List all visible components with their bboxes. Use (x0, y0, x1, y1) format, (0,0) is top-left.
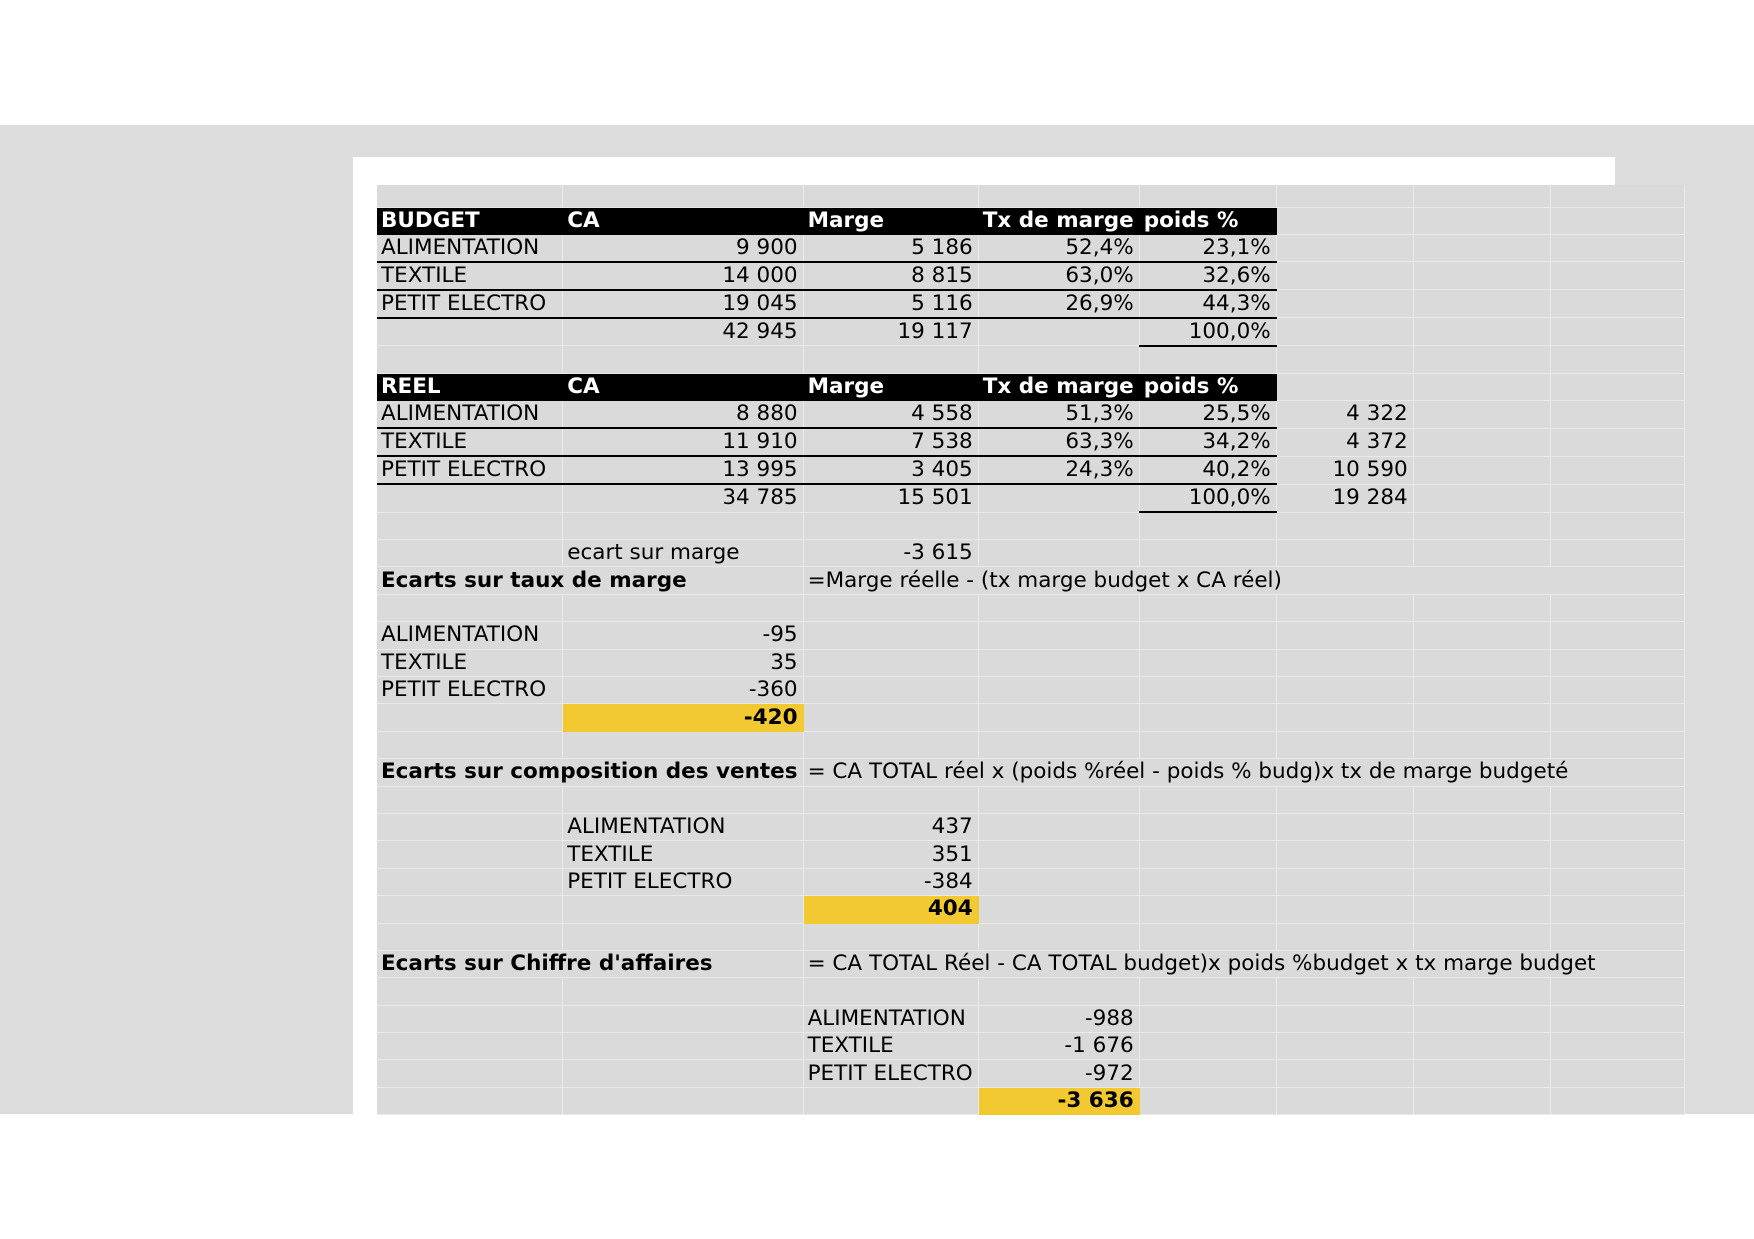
composition-total: 404 (803, 896, 978, 923)
ca-ecart-value: -1 676 (978, 1033, 1139, 1060)
taux-row (377, 677, 1684, 704)
budget-tx: 52,4% (978, 234, 1139, 262)
taux-value: -360 (563, 677, 803, 704)
reel-total-ca: 34 785 (563, 484, 803, 512)
reel-ca: 8 880 (563, 401, 803, 429)
ecart-marge-row (377, 540, 1684, 567)
spreadsheet-grid (377, 185, 1685, 1115)
reel-header-row (377, 373, 1684, 400)
reel-marge: 4 558 (803, 401, 978, 429)
composition-title-row (377, 759, 1684, 786)
composition-value: 351 (803, 841, 978, 868)
budget-header-cell: BUDGET (377, 207, 563, 234)
ca-ecart-title: Ecarts sur Chiffre d'affaires (377, 950, 803, 977)
budget-header-cell: CA (563, 207, 803, 234)
reel-label: TEXTILE (377, 428, 563, 456)
reel-row (377, 401, 1684, 429)
sheet-row (377, 923, 1684, 950)
reel-extra: 10 590 (1276, 456, 1413, 484)
budget-header-cell: Marge (803, 207, 978, 234)
sheet-row (377, 594, 1684, 621)
budget-label: TEXTILE (377, 262, 563, 290)
taux-value: 35 (563, 649, 803, 676)
reel-tx: 24,3% (978, 456, 1139, 484)
reel-extra: 4 372 (1276, 428, 1413, 456)
reel-label: ALIMENTATION (377, 401, 563, 429)
ca-ecart-label: ALIMENTATION (803, 1005, 978, 1032)
reel-row (377, 456, 1684, 484)
reel-tx: 51,3% (978, 401, 1139, 429)
taux-title-row (377, 567, 1684, 594)
budget-total-marge: 19 117 (803, 318, 978, 346)
sheet-row (377, 346, 1684, 373)
reel-tx: 63,3% (978, 428, 1139, 456)
budget-header-cell: poids % (1139, 207, 1276, 234)
taux-value: -95 (563, 622, 803, 649)
taux-row (377, 622, 1684, 649)
composition-label: ALIMENTATION (563, 813, 803, 840)
reel-poids: 34,2% (1139, 428, 1276, 456)
reel-total-marge: 15 501 (803, 484, 978, 512)
reel-ca: 13 995 (563, 456, 803, 484)
sheet-row (377, 512, 1684, 539)
reel-marge: 7 538 (803, 428, 978, 456)
budget-row (377, 234, 1684, 262)
budget-tx: 63,0% (978, 262, 1139, 290)
budget-tx: 26,9% (978, 290, 1139, 318)
reel-row (377, 428, 1684, 456)
reel-label: PETIT ELECTRO (377, 456, 563, 484)
composition-label: PETIT ELECTRO (563, 868, 803, 895)
ca-ecart-total-row (377, 1087, 1684, 1114)
budget-ca: 9 900 (563, 234, 803, 262)
composition-title: Ecarts sur composition des ventes (377, 759, 803, 786)
ecart-marge-value: -3 615 (803, 540, 978, 567)
budget-header-row (377, 207, 1684, 234)
reel-header-cell: Marge (803, 373, 978, 400)
sheet-row (377, 978, 1684, 1005)
reel-header-cell: CA (563, 373, 803, 400)
taux-label: ALIMENTATION (377, 622, 563, 649)
ca-ecart-row (377, 1060, 1684, 1087)
reel-header-cell: Tx de marge (978, 373, 1139, 400)
composition-label: TEXTILE (563, 841, 803, 868)
budget-ca: 19 045 (563, 290, 803, 318)
taux-row (377, 649, 1684, 676)
composition-value: -384 (803, 868, 978, 895)
budget-row (377, 262, 1684, 290)
reel-total-extra: 19 284 (1276, 484, 1413, 512)
ca-ecart-label: PETIT ELECTRO (803, 1060, 978, 1087)
budget-label: PETIT ELECTRO (377, 290, 563, 318)
ca-title-row (377, 950, 1684, 977)
ca-ecart-total: -3 636 (978, 1087, 1139, 1114)
budget-total-row (377, 318, 1684, 346)
budget-poids: 32,6% (1139, 262, 1276, 290)
taux-formula: =Marge réelle - (tx marge budget x CA réel) (803, 567, 1684, 594)
reel-ca: 11 910 (563, 428, 803, 456)
taux-total: -420 (563, 704, 803, 731)
composition-row (377, 868, 1684, 895)
composition-value: 437 (803, 813, 978, 840)
budget-marge: 5 186 (803, 234, 978, 262)
budget-poids: 23,1% (1139, 234, 1276, 262)
ca-ecart-formula: = CA TOTAL Réel - CA TOTAL budget)x poids %budget x tx marge budget (803, 950, 1684, 977)
composition-formula: = CA TOTAL réel x (poids %réel - poids % budg)x tx de marge budgeté (803, 759, 1684, 786)
budget-total-ca: 42 945 (563, 318, 803, 346)
composition-row (377, 813, 1684, 840)
budget-total-poids: 100,0% (1139, 318, 1276, 346)
taux-title: Ecarts sur taux de marge (377, 567, 803, 594)
taux-total-row (377, 704, 1684, 731)
reel-header-cell: poids % (1139, 373, 1276, 400)
budget-marge: 5 116 (803, 290, 978, 318)
reel-total-row (377, 484, 1684, 512)
reel-extra: 4 322 (1276, 401, 1413, 429)
reel-marge: 3 405 (803, 456, 978, 484)
reel-poids: 40,2% (1139, 456, 1276, 484)
sheet-row (377, 731, 1684, 758)
reel-total-poids: 100,0% (1139, 484, 1276, 512)
ca-ecart-label: TEXTILE (803, 1033, 978, 1060)
budget-ca: 14 000 (563, 262, 803, 290)
ca-ecart-row (377, 1005, 1684, 1032)
ecart-marge-label: ecart sur marge (563, 540, 803, 567)
taux-label: TEXTILE (377, 649, 563, 676)
ca-ecart-value: -972 (978, 1060, 1139, 1087)
ca-ecart-value: -988 (978, 1005, 1139, 1032)
budget-label: ALIMENTATION (377, 234, 563, 262)
budget-row (377, 290, 1684, 318)
composition-row (377, 841, 1684, 868)
sheet-row (377, 786, 1684, 813)
budget-marge: 8 815 (803, 262, 978, 290)
ca-ecart-row (377, 1033, 1684, 1060)
budget-poids: 44,3% (1139, 290, 1276, 318)
sheet-row (377, 185, 1684, 207)
budget-header-cell: Tx de marge (978, 207, 1139, 234)
reel-header-cell: REEL (377, 373, 563, 400)
taux-label: PETIT ELECTRO (377, 677, 563, 704)
composition-total-row (377, 896, 1684, 923)
reel-poids: 25,5% (1139, 401, 1276, 429)
